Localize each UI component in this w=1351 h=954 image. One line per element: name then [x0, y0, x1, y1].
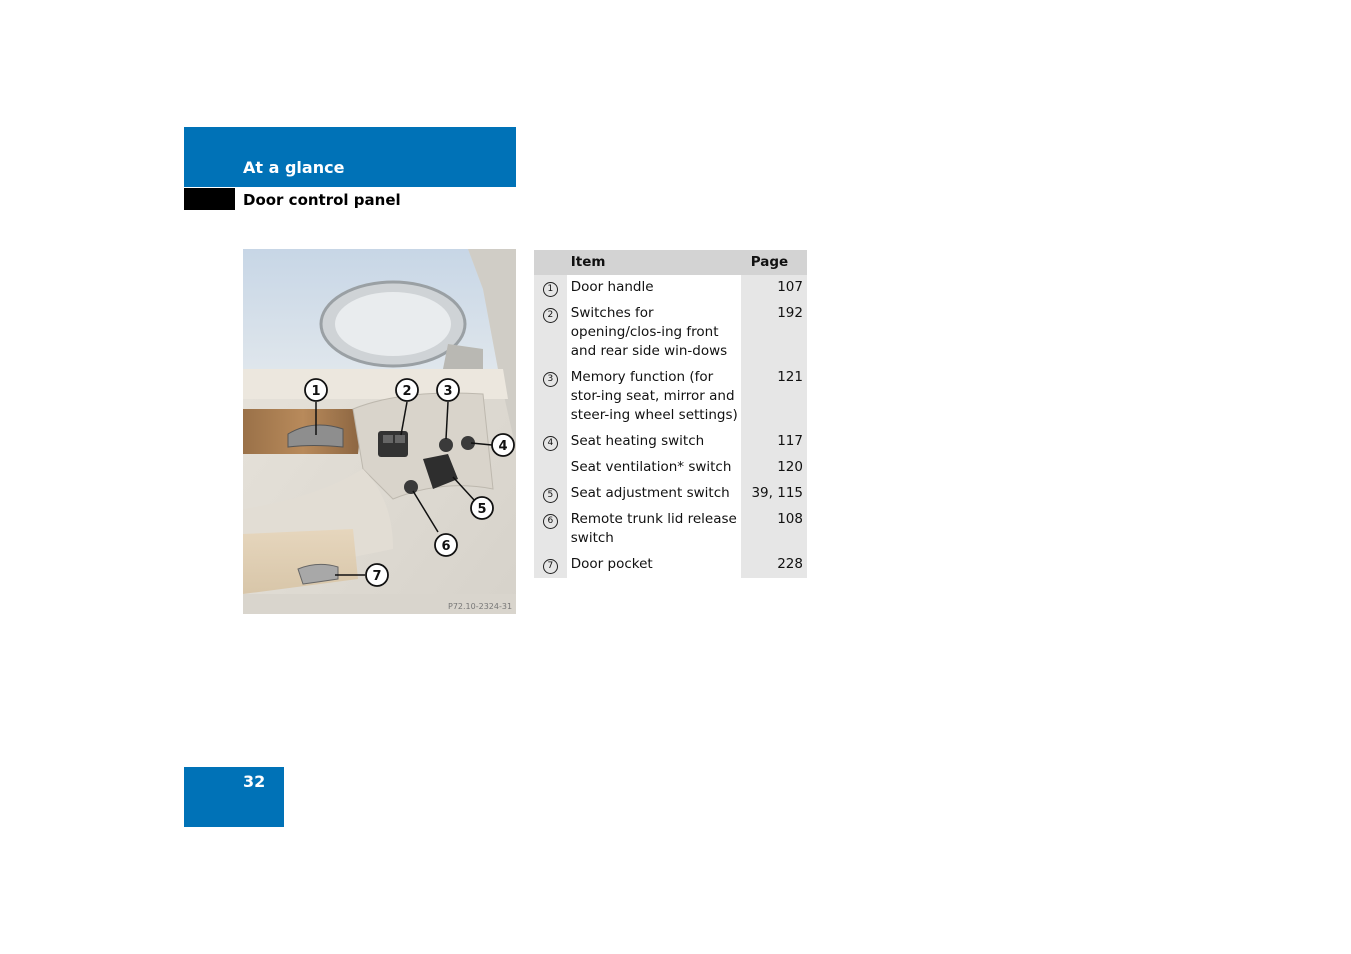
subsection-marker — [184, 188, 235, 210]
item-number — [534, 275, 567, 301]
item-label: Seat heating switch — [570, 433, 705, 449]
item-number-badge: 3 — [543, 372, 558, 387]
section-header-bar — [184, 127, 516, 187]
item-number-badge: 5 — [543, 488, 558, 503]
item-number — [534, 552, 567, 578]
item-page: 39, 115 — [741, 481, 807, 507]
callout-7 — [366, 564, 388, 586]
callout-1 — [305, 379, 327, 401]
callout-4 — [492, 434, 514, 456]
item-number-badge: 6 — [543, 514, 558, 529]
item-page: 108 — [741, 507, 807, 552]
item-number — [534, 429, 567, 455]
callout-3 — [437, 379, 459, 401]
item-label: Door pocket — [570, 556, 653, 572]
door-panel-illustration — [243, 249, 516, 614]
callout-6-label: 6 — [441, 539, 451, 554]
figure-code: P72.10-2324-31 — [448, 602, 513, 611]
item-page: 120 — [741, 455, 807, 481]
item-number-badge: 7 — [543, 559, 558, 574]
callout-1-label: 1 — [311, 384, 321, 399]
table-header-row — [534, 250, 807, 275]
item-number-badge: 1 — [543, 282, 558, 297]
callout-7-label: 7 — [372, 569, 382, 584]
item-page: 121 — [741, 365, 807, 429]
item-page: 107 — [741, 275, 807, 301]
subsection-title: Door control panel — [243, 191, 401, 209]
table-row — [534, 429, 807, 455]
callout-5-label: 5 — [477, 502, 487, 517]
page-number-box — [184, 767, 284, 827]
callout-4-label: 4 — [498, 439, 508, 454]
item-label: Remote trunk lid release switch — [570, 511, 737, 546]
page-number: 32 — [243, 772, 266, 791]
table-row — [534, 365, 807, 429]
item-label: Switches for opening/clos-ing front and rear side win-dows — [570, 305, 728, 359]
callout-2-label: 2 — [402, 384, 412, 399]
item-page: 117 — [741, 429, 807, 455]
header-item: Item — [567, 250, 741, 275]
item-number-badge: 2 — [543, 308, 558, 323]
item-label: Seat ventilation* switch — [570, 459, 732, 475]
item-number-badge: 4 — [543, 436, 558, 451]
table-row — [534, 301, 807, 365]
item-label: Door handle — [570, 279, 654, 295]
item-number — [534, 455, 567, 481]
table-row — [534, 552, 807, 578]
header-page: Page — [741, 250, 807, 275]
header-num — [534, 250, 567, 275]
item-page: 228 — [741, 552, 807, 578]
callout-3-label: 3 — [443, 384, 453, 399]
item-page: 192 — [741, 301, 807, 365]
section-title: At a glance — [243, 158, 345, 177]
callout-2 — [396, 379, 418, 401]
item-number — [534, 301, 567, 365]
item-label: Seat adjustment switch — [570, 485, 730, 501]
item-number — [534, 365, 567, 429]
table-row — [534, 507, 807, 552]
callout-5 — [471, 497, 493, 519]
table-row — [534, 275, 807, 301]
callout-6 — [435, 534, 457, 556]
item-table — [534, 250, 807, 578]
item-label: Memory function (for stor-ing seat, mirror and steer-ing wheel settings) — [570, 369, 738, 423]
item-number — [534, 481, 567, 507]
item-number — [534, 507, 567, 552]
table-row — [534, 481, 807, 507]
table-row — [534, 455, 807, 481]
